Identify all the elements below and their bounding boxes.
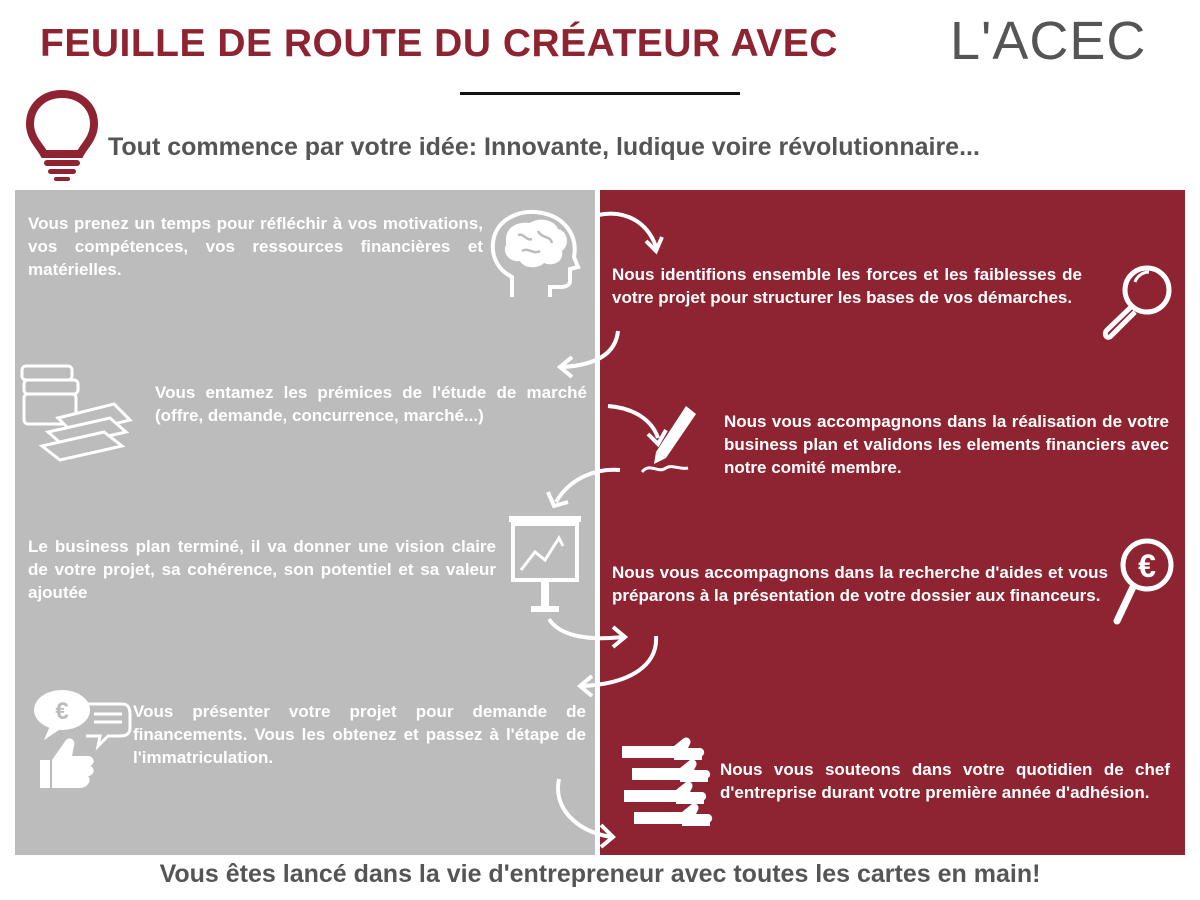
intro-subtitle: Tout commence par votre idée: Innovante, ludique voire révolutionnaire... bbox=[108, 133, 980, 161]
step-3-text: Vous entamez les prémices de l'étude de marché (offre, demande, concurrence, marché...) bbox=[155, 383, 587, 425]
thumbs-up-row-icon bbox=[622, 738, 717, 838]
pen-signature-icon bbox=[640, 400, 710, 480]
books-icon bbox=[18, 360, 138, 470]
page-title: FEUILLE DE ROUTE DU CRÉATEUR AVEC bbox=[40, 22, 838, 65]
svg-text:€: € bbox=[55, 698, 69, 725]
flow-arrow-1 bbox=[590, 205, 680, 265]
presentation-board-icon bbox=[505, 512, 585, 622]
euro-magnifier-icon bbox=[1105, 535, 1180, 630]
step-8-text: Nous vous souteons dans votre quotidien de chef d'entreprise durant votre première année d'adhésion. bbox=[720, 760, 1170, 802]
lightbulb-icon bbox=[22, 88, 102, 183]
step-2-text: Nous identifions ensemble les forces et les faiblesses de votre projet pour structurer les bases de vos démarches. bbox=[612, 265, 1082, 307]
flow-arrow-2 bbox=[540, 325, 630, 385]
title-divider bbox=[460, 92, 740, 95]
step-5-text: Le business plan terminé, il va donner une vision claire de votre projet, sa cohérence, son potentiel et sa valeur ajoutée bbox=[28, 537, 496, 602]
svg-text:€: € bbox=[1138, 548, 1156, 584]
step-4-text: Nous vous accompagnons dans la réalisation de votre business plan et validons les elements financiers avec notre comité membre. bbox=[724, 412, 1169, 477]
flow-arrow-6 bbox=[560, 630, 670, 700]
step-6-text: Nous vous accompagnons dans la recherche d'aides et vous préparons à la présentation de votre dossier aux financeurs. bbox=[612, 563, 1108, 605]
panel-divider bbox=[595, 190, 600, 855]
magnifier-icon bbox=[1095, 258, 1180, 343]
step-7-text: Vous présenter votre projet pour demande de financements. Vous les obtenez et passez à l'étape de l'immatriculation. bbox=[133, 702, 586, 767]
acec-logo: L'ACEC bbox=[950, 11, 1147, 71]
step-1-text: Vous prenez un temps pour réfléchir à vos motivations, vos compétences, vos ressources financières et matérielles. bbox=[28, 214, 483, 279]
speech-thumb-icon bbox=[22, 688, 132, 793]
footer-message: Vous êtes lancé dans la vie d'entrepreneur avec toutes les cartes en main! bbox=[159, 860, 1041, 888]
brain-head-icon bbox=[482, 205, 587, 305]
